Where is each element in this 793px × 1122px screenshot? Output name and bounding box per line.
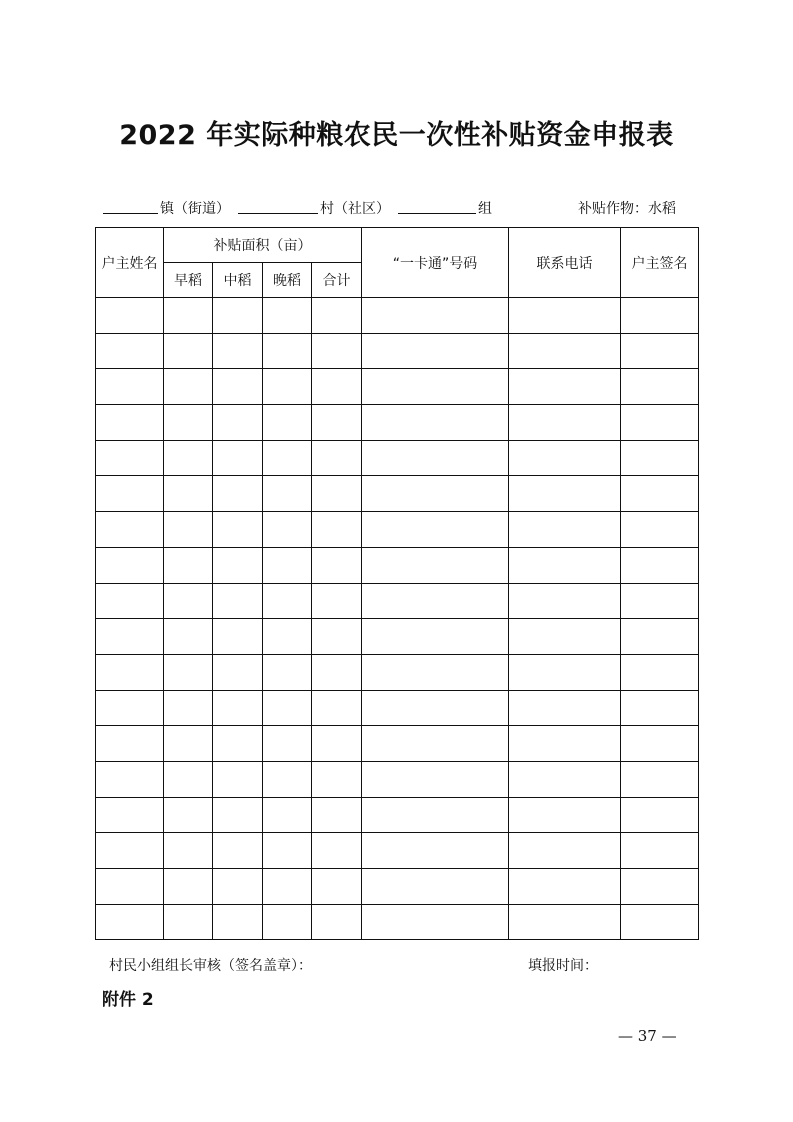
total-cell[interactable] (312, 405, 362, 441)
phone-cell[interactable] (509, 476, 621, 512)
subsidy-form-table (95, 227, 699, 940)
date-label: 填报时间： (528, 958, 598, 974)
name-cell[interactable] (96, 761, 164, 797)
name-cell[interactable] (96, 869, 164, 905)
signature-cell[interactable] (621, 333, 699, 369)
phone-cell[interactable] (509, 690, 621, 726)
col-signature: 户主签名 (621, 228, 699, 298)
review-label: 村民小组组长审核（签名盖章）： (109, 958, 312, 974)
late-rice-cell[interactable] (263, 690, 312, 726)
table-row (96, 583, 699, 619)
total-cell[interactable] (312, 547, 362, 583)
name-cell[interactable] (96, 583, 164, 619)
form-header (100, 196, 694, 220)
col-area-total: 合计 (312, 263, 362, 298)
total-cell[interactable] (312, 369, 362, 405)
table-row (96, 440, 699, 476)
table-row (96, 833, 699, 869)
late-rice-cell[interactable] (263, 583, 312, 619)
signature-cell[interactable] (621, 833, 699, 869)
name-cell[interactable] (96, 797, 164, 833)
table-row (96, 405, 699, 441)
table-row (96, 369, 699, 405)
phone-cell[interactable] (509, 583, 621, 619)
phone-cell[interactable] (509, 405, 621, 441)
card-number-cell[interactable] (362, 547, 509, 583)
early-rice-cell[interactable] (164, 761, 213, 797)
col-card-number: “一卡通”号码 (362, 228, 509, 298)
early-rice-cell[interactable] (164, 654, 213, 690)
name-cell[interactable] (96, 298, 164, 334)
early-rice-cell[interactable] (164, 797, 213, 833)
card-number-cell[interactable] (362, 690, 509, 726)
col-householder-name: 户主姓名 (96, 228, 164, 298)
signature-cell[interactable] (621, 512, 699, 548)
card-number-cell[interactable] (362, 298, 509, 334)
name-cell[interactable] (96, 440, 164, 476)
table-row (96, 797, 699, 833)
early-rice-cell[interactable] (164, 440, 213, 476)
mid-rice-cell[interactable] (213, 619, 263, 655)
late-rice-cell[interactable] (263, 547, 312, 583)
signature-cell[interactable] (621, 440, 699, 476)
mid-rice-cell[interactable] (213, 405, 263, 441)
total-cell[interactable] (312, 333, 362, 369)
card-number-cell[interactable] (362, 405, 509, 441)
mid-rice-cell[interactable] (213, 298, 263, 334)
table-row (96, 690, 699, 726)
phone-cell[interactable] (509, 761, 621, 797)
col-late-rice: 晚稻 (263, 263, 312, 298)
card-number-cell[interactable] (362, 726, 509, 762)
late-rice-cell[interactable] (263, 512, 312, 548)
card-number-cell[interactable] (362, 619, 509, 655)
town-label: 镇（街道） (160, 201, 230, 217)
late-rice-cell[interactable] (263, 869, 312, 905)
late-rice-cell[interactable] (263, 405, 312, 441)
late-rice-cell[interactable] (263, 726, 312, 762)
late-rice-cell[interactable] (263, 797, 312, 833)
phone-cell[interactable] (509, 726, 621, 762)
phone-cell[interactable] (509, 547, 621, 583)
late-rice-cell[interactable] (263, 369, 312, 405)
early-rice-cell[interactable] (164, 512, 213, 548)
col-phone: 联系电话 (509, 228, 621, 298)
total-cell[interactable] (312, 797, 362, 833)
col-early-rice: 早稻 (164, 263, 213, 298)
mid-rice-cell[interactable] (213, 476, 263, 512)
card-number-cell[interactable] (362, 583, 509, 619)
table-row (96, 869, 699, 905)
card-number-cell[interactable] (362, 761, 509, 797)
early-rice-cell[interactable] (164, 583, 213, 619)
table-row (96, 726, 699, 762)
name-cell[interactable] (96, 654, 164, 690)
table-row (96, 476, 699, 512)
table-row (96, 298, 699, 334)
mid-rice-cell[interactable] (213, 797, 263, 833)
card-number-cell[interactable] (362, 333, 509, 369)
late-rice-cell[interactable] (263, 298, 312, 334)
card-number-cell[interactable] (362, 833, 509, 869)
card-number-cell[interactable] (362, 476, 509, 512)
early-rice-cell[interactable] (164, 904, 213, 940)
phone-cell[interactable] (509, 333, 621, 369)
early-rice-cell[interactable] (164, 333, 213, 369)
mid-rice-cell[interactable] (213, 690, 263, 726)
table-row (96, 547, 699, 583)
group-blank[interactable] (398, 213, 476, 214)
signature-cell[interactable] (621, 298, 699, 334)
signature-cell[interactable] (621, 654, 699, 690)
page-title: 2022 年实际种粮农民一次性补贴资金申报表 (119, 120, 674, 151)
signature-cell[interactable] (621, 869, 699, 905)
early-rice-cell[interactable] (164, 833, 213, 869)
mid-rice-cell[interactable] (213, 369, 263, 405)
name-cell[interactable] (96, 476, 164, 512)
table-row (96, 904, 699, 940)
total-cell[interactable] (312, 904, 362, 940)
table-row (96, 761, 699, 797)
mid-rice-cell[interactable] (213, 761, 263, 797)
total-cell[interactable] (312, 690, 362, 726)
phone-cell[interactable] (509, 440, 621, 476)
crop-label: 补贴作物：水稻 (578, 201, 676, 217)
late-rice-cell[interactable] (263, 333, 312, 369)
card-number-cell[interactable] (362, 869, 509, 905)
late-rice-cell[interactable] (263, 904, 312, 940)
village-label: 村（社区） (320, 201, 390, 217)
name-cell[interactable] (96, 619, 164, 655)
late-rice-cell[interactable] (263, 761, 312, 797)
signature-cell[interactable] (621, 583, 699, 619)
name-cell[interactable] (96, 405, 164, 441)
total-cell[interactable] (312, 654, 362, 690)
signature-cell[interactable] (621, 904, 699, 940)
early-rice-cell[interactable] (164, 476, 213, 512)
card-number-cell[interactable] (362, 512, 509, 548)
mid-rice-cell[interactable] (213, 904, 263, 940)
table-row (96, 512, 699, 548)
signature-cell[interactable] (621, 761, 699, 797)
total-cell[interactable] (312, 869, 362, 905)
late-rice-cell[interactable] (263, 654, 312, 690)
card-number-cell[interactable] (362, 904, 509, 940)
late-rice-cell[interactable] (263, 440, 312, 476)
early-rice-cell[interactable] (164, 619, 213, 655)
village-blank[interactable] (238, 213, 318, 214)
total-cell[interactable] (312, 298, 362, 334)
table-row (96, 619, 699, 655)
late-rice-cell[interactable] (263, 833, 312, 869)
table-row (96, 333, 699, 369)
name-cell[interactable] (96, 904, 164, 940)
signature-cell[interactable] (621, 547, 699, 583)
col-mid-rice: 中稻 (213, 263, 263, 298)
table-row (96, 654, 699, 690)
phone-cell[interactable] (509, 797, 621, 833)
phone-cell[interactable] (509, 619, 621, 655)
mid-rice-cell[interactable] (213, 654, 263, 690)
mid-rice-cell[interactable] (213, 833, 263, 869)
signature-cell[interactable] (621, 476, 699, 512)
signature-cell[interactable] (621, 797, 699, 833)
total-cell[interactable] (312, 512, 362, 548)
early-rice-cell[interactable] (164, 298, 213, 334)
name-cell[interactable] (96, 512, 164, 548)
phone-cell[interactable] (509, 869, 621, 905)
name-cell[interactable] (96, 726, 164, 762)
phone-cell[interactable] (509, 904, 621, 940)
card-number-cell[interactable] (362, 369, 509, 405)
mid-rice-cell[interactable] (213, 869, 263, 905)
mid-rice-cell[interactable] (213, 583, 263, 619)
total-cell[interactable] (312, 833, 362, 869)
early-rice-cell[interactable] (164, 726, 213, 762)
page-number: — 37 — (618, 1027, 677, 1045)
table-body (96, 298, 699, 940)
total-cell[interactable] (312, 440, 362, 476)
signature-cell[interactable] (621, 369, 699, 405)
mid-rice-cell[interactable] (213, 333, 263, 369)
mid-rice-cell[interactable] (213, 440, 263, 476)
phone-cell[interactable] (509, 833, 621, 869)
total-cell[interactable] (312, 476, 362, 512)
late-rice-cell[interactable] (263, 476, 312, 512)
card-number-cell[interactable] (362, 654, 509, 690)
name-cell[interactable] (96, 833, 164, 869)
early-rice-cell[interactable] (164, 690, 213, 726)
phone-cell[interactable] (509, 369, 621, 405)
col-subsidy-area: 补贴面积（亩） (164, 228, 362, 263)
total-cell[interactable] (312, 619, 362, 655)
mid-rice-cell[interactable] (213, 512, 263, 548)
total-cell[interactable] (312, 583, 362, 619)
name-cell[interactable] (96, 333, 164, 369)
signature-cell[interactable] (621, 690, 699, 726)
name-cell[interactable] (96, 690, 164, 726)
signature-cell[interactable] (621, 619, 699, 655)
early-rice-cell[interactable] (164, 869, 213, 905)
name-cell[interactable] (96, 547, 164, 583)
attachment-label: 附件 2 (102, 990, 154, 1010)
card-number-cell[interactable] (362, 440, 509, 476)
mid-rice-cell[interactable] (213, 547, 263, 583)
mid-rice-cell[interactable] (213, 726, 263, 762)
early-rice-cell[interactable] (164, 405, 213, 441)
phone-cell[interactable] (509, 512, 621, 548)
signature-cell[interactable] (621, 405, 699, 441)
total-cell[interactable] (312, 761, 362, 797)
phone-cell[interactable] (509, 654, 621, 690)
card-number-cell[interactable] (362, 797, 509, 833)
signature-cell[interactable] (621, 726, 699, 762)
early-rice-cell[interactable] (164, 369, 213, 405)
late-rice-cell[interactable] (263, 619, 312, 655)
name-cell[interactable] (96, 369, 164, 405)
phone-cell[interactable] (509, 298, 621, 334)
town-blank[interactable] (103, 213, 158, 214)
early-rice-cell[interactable] (164, 547, 213, 583)
total-cell[interactable] (312, 726, 362, 762)
group-label: 组 (478, 201, 492, 217)
